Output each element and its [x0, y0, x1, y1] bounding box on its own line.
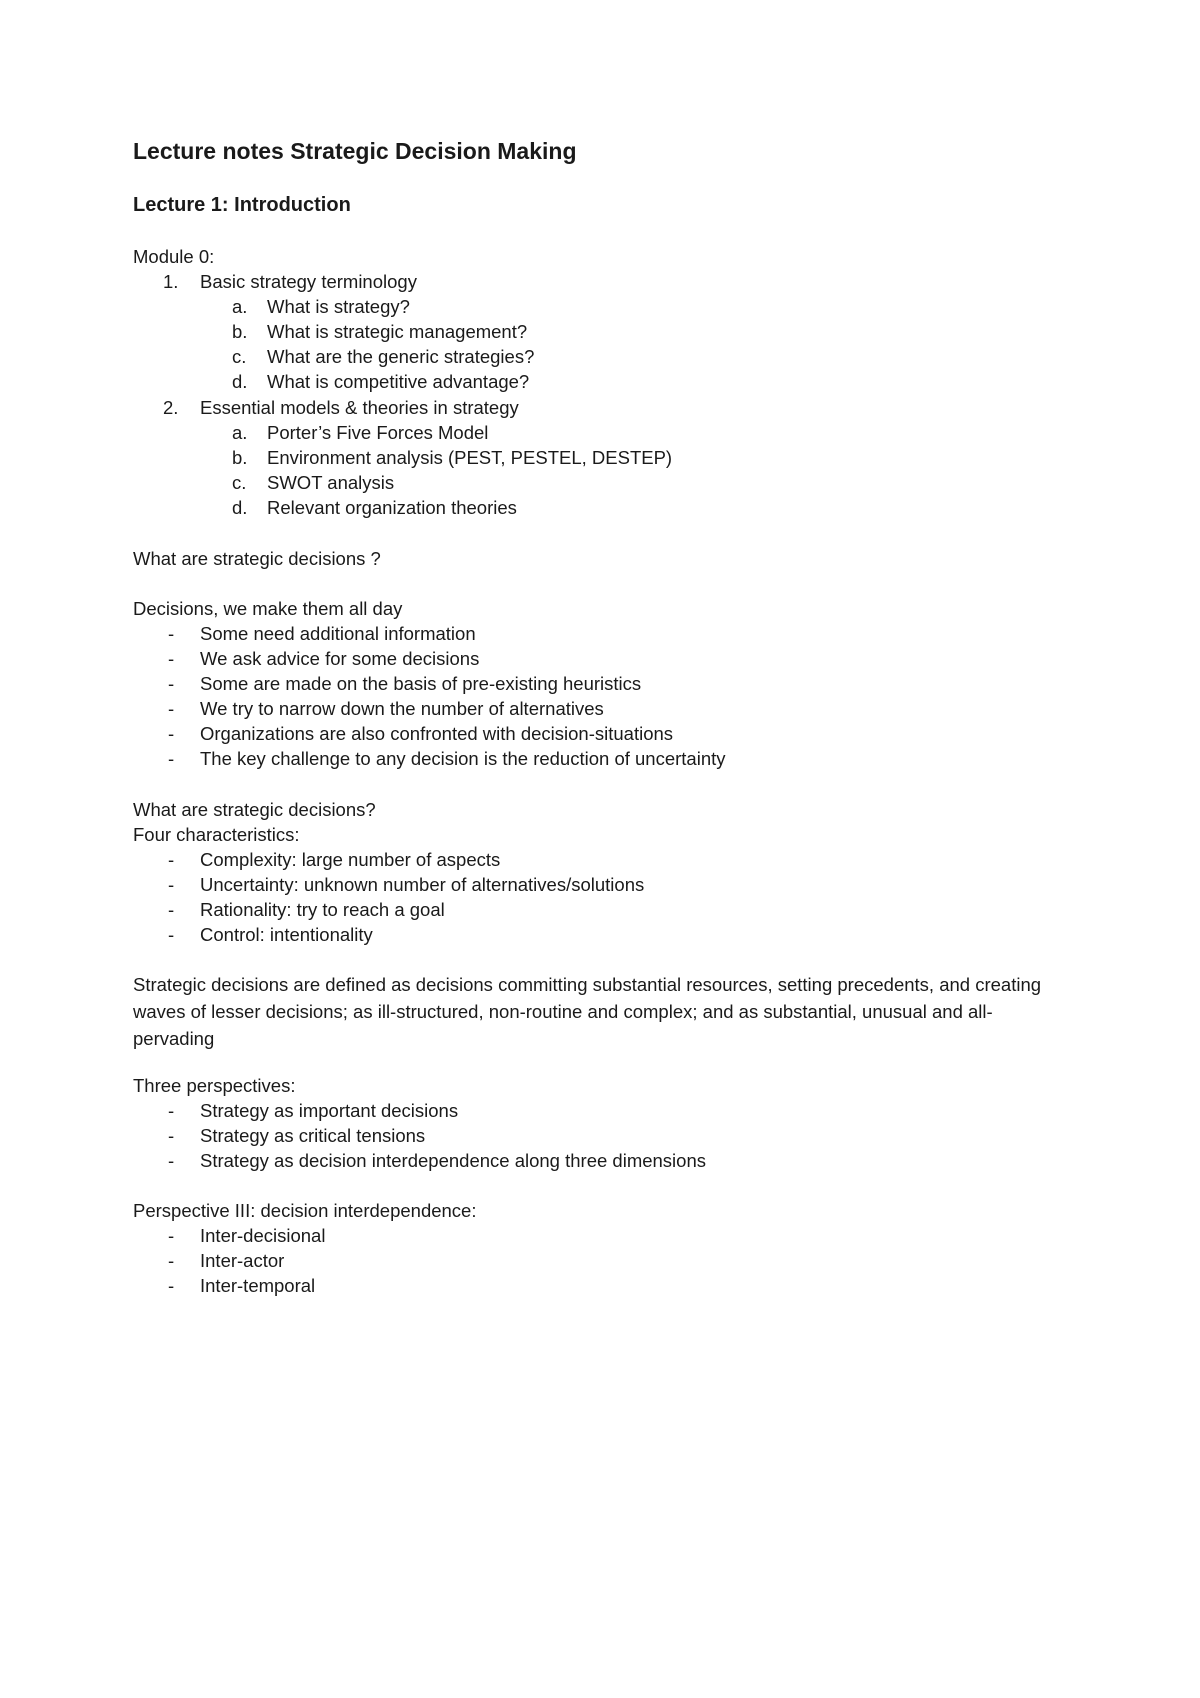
list-item-text: Porter’s Five Forces Model: [267, 422, 489, 443]
dash-bullet: -: [168, 1225, 175, 1246]
question-heading: What are strategic decisions ?: [133, 548, 381, 569]
dash-bullet: -: [168, 1250, 175, 1271]
dash-bullet: -: [168, 874, 175, 895]
section-intro: Decisions, we make them all day: [133, 598, 403, 619]
dash-bullet: -: [168, 1125, 175, 1146]
list-item-text: Some need additional information: [200, 623, 476, 644]
list-letter: b.: [232, 321, 248, 342]
list-item-text: Rationality: try to reach a goal: [200, 899, 445, 920]
dash-bullet: -: [168, 748, 175, 769]
list-item-text: Relevant organization theories: [267, 497, 517, 518]
section-intro: Four characteristics:: [133, 824, 300, 845]
list-item-text: What is strategic management?: [267, 321, 528, 342]
document-title: Lecture notes Strategic Decision Making: [133, 138, 577, 164]
list-letter: c.: [232, 472, 247, 493]
list-item-text: Basic strategy terminology: [200, 271, 417, 292]
list-number: 1.: [163, 271, 179, 292]
definition-paragraph: Strategic decisions are defined as decisions committing substantial resources, setting precedents, and creating waves of lesser decisions; as ill-structured, non-routine and complex; and as substantial, unusual and all-pervading: [133, 974, 1042, 1049]
dash-bullet: -: [168, 1275, 175, 1296]
list-letter: b.: [232, 447, 248, 468]
list-item-text: Strategy as decision interdependence along three dimensions: [200, 1150, 706, 1171]
list-letter: a.: [232, 296, 248, 317]
dash-bullet: -: [168, 849, 175, 870]
dash-bullet: -: [168, 924, 175, 945]
dash-bullet: -: [168, 1150, 175, 1171]
section-intro: Three perspectives:: [133, 1075, 296, 1096]
list-item-text: What are the generic strategies?: [267, 346, 535, 367]
list-item-text: Environment analysis (PEST, PESTEL, DESTEP): [267, 447, 673, 468]
list-item-text: Organizations are also confronted with decision-situations: [200, 723, 674, 744]
dash-bullet: -: [168, 673, 175, 694]
list-item-text: SWOT analysis: [267, 472, 395, 493]
list-item-text: Inter-actor: [200, 1250, 285, 1271]
dash-bullet: -: [168, 723, 175, 744]
lecture-heading: Lecture 1: Introduction: [133, 194, 351, 216]
list-item-text: What is strategy?: [267, 296, 410, 317]
list-item-text: Essential models & theories in strategy: [200, 397, 519, 418]
list-item-text: Some are made on the basis of pre-existing heuristics: [200, 673, 642, 694]
list-item-text: The key challenge to any decision is the reduction of uncertainty: [200, 748, 726, 769]
list-item-text: Complexity: large number of aspects: [200, 849, 501, 870]
list-number: 2.: [163, 397, 179, 418]
dash-bullet: -: [168, 899, 175, 920]
list-letter: d.: [232, 497, 248, 518]
list-item-text: Inter-temporal: [200, 1275, 316, 1296]
list-letter: d.: [232, 371, 248, 392]
list-item-text: We ask advice for some decisions: [200, 648, 480, 669]
list-item-text: Inter-decisional: [200, 1225, 326, 1246]
list-item-text: Uncertainty: unknown number of alternatives/solutions: [200, 874, 645, 895]
dash-bullet: -: [168, 698, 175, 719]
section-intro: Perspective III: decision interdependence:: [133, 1200, 477, 1221]
list-letter: a.: [232, 422, 248, 443]
list-item-text: Strategy as critical tensions: [200, 1125, 426, 1146]
dash-bullet: -: [168, 648, 175, 669]
question-heading: What are strategic decisions?: [133, 799, 376, 820]
list-item-text: Control: intentionality: [200, 924, 373, 945]
dash-bullet: -: [168, 1100, 175, 1121]
dash-bullet: -: [168, 623, 175, 644]
list-letter: c.: [232, 346, 247, 367]
list-item-text: We try to narrow down the number of alternatives: [200, 698, 604, 719]
list-item-text: What is competitive advantage?: [267, 371, 530, 392]
module-label: Module 0:: [133, 246, 215, 267]
list-item-text: Strategy as important decisions: [200, 1100, 459, 1121]
